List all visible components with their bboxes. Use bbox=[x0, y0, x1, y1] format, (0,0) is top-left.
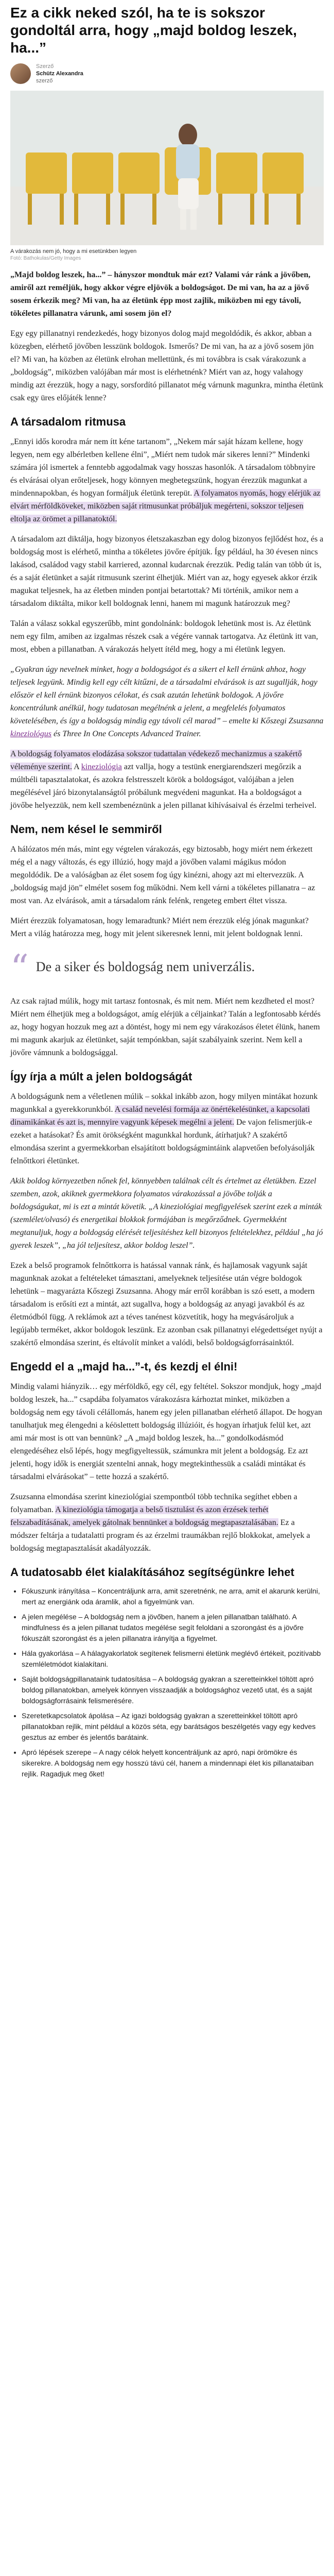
list-item: • Saját boldogságpillanataink tudatosítása – A boldogság gyakran a szeretteinkkel töltött apró boldog pillanatokban, amelyek könnyen visszaadják a boldogsághoz vezető utat, és a saját boldogságforrásaink felismerésére. bbox=[22, 1674, 324, 1706]
quote-mark-icon: “ bbox=[10, 947, 29, 989]
tips-list bbox=[10, 1586, 324, 1780]
list-item: • A jelen megélése – A boldogság nem a jövőben, hanem a jelen pillanatban található. A mindfulness és a jelen pillanat tudatos megélése segít feloldani a szorongást és a jövőre fókuszált szorongást és a jelen pillanatra irányítja a figyelmet. bbox=[22, 1612, 324, 1644]
section4-paragraph-1: Mindig valami hiányzik… egy mérföldkő, egy cél, egy feltétel. Sokszor mondjuk, hogy „majd boldog leszek, ha...” csapdába folyamatos várakozásra kárhoztat minket, miközben a boldogság nem egy távoli célállomás, hanem egy jelen pillanatban elérhető állapot. De hogyan tanulhatjuk meg élengedni a kéöslettett boldogság illúzióit, és hogyan írhatjuk felül ket, azt ami már most is ott van bennünk? „A „majd boldog leszek, ha...” gondolkodásmód elengedéséhez első lépés, hogy megfigyeltessük, számunkra mit jelent a boldogság. Ez azt jelenti, hogy idők is energiát szentelni annak, hogy megtekinthessük a családi mintákat és társadalmi elvárásokat” – tette hozzá a szakértő. bbox=[10, 1382, 323, 1481]
paragraph-text: Ez a módszer feltárja a tudatalatti program és az érzelmi traumákban rejlő blokkokat, amelyek a boldogság megtapasztalását akadályozzák. bbox=[10, 1518, 310, 1553]
author-block bbox=[10, 63, 324, 84]
author-role: szerző bbox=[36, 78, 53, 84]
paragraph-text: Zsuzsanna elmondása szerint kineziológiai szempontból több technika segíthet ebben a folyamatban. bbox=[10, 1493, 297, 1514]
section1-expert-quote bbox=[10, 663, 324, 740]
list-item: • Hála gyakorlása – A hálagyakorlatok segítenek felismerni életünk meglévő értékeit, pozitívabb szemléletmódot kialakítani. bbox=[22, 1648, 324, 1670]
section2-paragraph-1: A hálózatos mén más, mint egy végtelen várakozás, egy biztosabb, hogy miért nem érkezett még el a nagy változás, és egy illúzió, hogy majd a jövőben valami mágikus módon megoldódik. De a valóságban az élet sosem fog úgy kinézni, ahogy azt mi eltervezzük. A „boldogság majd jön” elmélet sosem fog működni. Nem kell várni a tökéletes pillanatra – az most van. Az elvárások, amit a társadalom ránk felénk, rengeteg embert éltet vissza. bbox=[10, 845, 315, 905]
article-title: Ez a cikk neked szól, ha te is sokszor gondoltál arra, hogy „majd boldog leszek, ha...” bbox=[10, 5, 297, 56]
intro-paragraph-2: Egy egy pillanatnyi rendezkedés, hogy bizonyos dolog majd megoldódik, és akkor, abban a közegben, elérhető jövőben lesszünk boldogok. Ismerős? De mi van, ha az a jövő sosem jön el? Mi van, ha közben az életünk elrohan mellettünk, és mi továbbra is csak várakozunk a „boldogság”, miközben valójában már most is elérhetnénk? Miért van az, hogy valahogy mindig azt érezzük, hogy a nagy, sorsfordító pillanatot még várnunk magunkra, mintha életünk csak egy üres előjáték lenne? bbox=[10, 329, 324, 402]
section-heading: A társadalom ritmusa bbox=[10, 415, 126, 428]
section-heading: A tudatosabb élet kialakításához segítségünkre lehet bbox=[10, 1566, 294, 1579]
highlighted-text: A család nevelési formája az önértékelésünket, a kapcsolati dinamikánkat és azt is, mennyire vagyunk képesek megélni a jelent. bbox=[10, 1105, 310, 1127]
hero-image bbox=[10, 91, 324, 245]
section1-paragraph-3: Talán a válasz sokkal egyszerűbb, mint gondolnánk: boldogok lehetünk most is. Az életünk nem egy film, amiben az izgalmas részek csak a végére vannak tartogatva. Az életünk itt van, most, ebben a pillanatban. A várakozás helyett ítéld meg, hogy a mi életünk legyen. bbox=[10, 619, 318, 654]
section3-paragraph-2: Akik boldog környezetben nőnek fel, könnyebben találnak célt és értelmet az életükben. Ezzel szemben, azok, akiknek gyermekkora folyamatos várakozással a jövőbe tolják a boldogságukat, mi is ezt a mintát követik. „A kineziológiai megfigyelések szerint ezek a minták (szemlélet/olvasó) és energetikai blokkok formájában is megőrződnek. Gyermekként megtanuljuk, hogy a boldogság elérését teljesítéshez kell bizonyos feltételekhez, például „ha jó gyerek leszek”, „ha jól teljesítesz, akkor boldog leszel”. bbox=[10, 1177, 323, 1250]
section1-paragraph-2: A társadalom azt diktálja, hogy bizonyos életszakaszban egy dolog bizonyos fejlődést hoz, és a boldogság most is elérhető, mintha a tökéletes jövőre építjük. Így például, ha 30 évesen nincs lakásod, családod vagy stabil karriered, azonnal kudarcnak érezzük. Pedig talán van több út is, és a saját életünket a saját ritmusunk szerint élhetjük. Miért van az, hogy egyesek akkor érzik magukat teljesnek, ha az életben minden pontjai betartottak? Mi történik, amikor nem a társadalom diktálta, mikor kell boldognak lenni, hanem mi magunk határozzuk meg? bbox=[10, 535, 324, 608]
section4-paragraph-2 bbox=[10, 1490, 324, 1555]
hero-caption: A várakozás nem jó, hogy a mi esetünkben legyen bbox=[10, 248, 137, 255]
pull-quote bbox=[10, 947, 324, 989]
intro-paragraph-1: „Majd boldog leszek, ha...” – hányszor mondtuk már ezt? Valami vár ránk a jövőben, amiről azt reméljük, hogy akkor végre eljövök a boldogságot. De mi van, ha az a jövő sosem érkezik meg? Mi van, ha az életünk épp most zajlik, miközben mi egy távoli, tökéletes pillanatra várunk, ami sosem jön el? bbox=[10, 270, 311, 318]
list-item: • Fókuszunk irányítása – Koncentráljunk arra, amit szeretnénk, ne arra, amit el akarunk kerülni, mert az energiánk oda áramlik, ahol a figyelmünk van. bbox=[22, 1586, 324, 1607]
author-name[interactable]: Schütz Alexandra bbox=[36, 71, 83, 77]
section2b-paragraph-1: Az csak rajtad múlik, hogy mit tartasz fontosnak, és mit nem. Miért nem kezdheted el most? Miért nem élhetjük meg a boldogságot, amíg elérjük a céljainkat? Talán a legfontosabb kérdés az, hogy hogyan hozzuk meg azt a döntést, hogy mi nem egy várakozásos életet élünk, hanem mi magunk akarjuk az életünket, saját tempónkban, saját szabályaink szerint. Nem kell a jövőre vámnunk a boldogsággal. bbox=[10, 997, 321, 1057]
paragraph-text: A bbox=[72, 762, 81, 771]
highlighted-text: A kineziológia támogatja a belső tisztulást és azon érzések terhét felszabadításának, amelyek gátolnak bennünket a boldogság megtapasztalásában. bbox=[10, 1505, 278, 1527]
author-by-label: Szerző bbox=[36, 63, 54, 70]
highlighted-text: A boldogság folyamatos elodázása sokszor tudattalan védekező mechanizmus a szakértő véleménye szerint. bbox=[10, 750, 302, 771]
paragraph-text: De vajon felismerjük-e ezeket a hatásokat? És amit örökségként magunkkal hordunk, átírhatjuk? A szakértő elmondása szerint a gyermekkorban elsajátított boldogságmintáink alapvetően befolyásolják felnőttkori életünket. bbox=[10, 1118, 315, 1165]
paragraph-text: azt vallja, hogy a testünk energiarendszeri megőrzik a múltbéli tapasztalatokat, és azokra felstresszelt körök a boldogságot, valójában a jelen megélésével járó bizonytalanságtól próbálunk megvédeni magunkat. Ha a boldogságot a jövőbe helyezzük, nem kell szembenéznünk a jelen pillanat kihívásaival és érzelmi terheivel. bbox=[10, 762, 317, 810]
list-item: • Szeretetkapcsolatok ápolása – Az igazi boldogság gyakran a szeretteinkkel töltött apró pillanatokban rejlik, mint például a közös séta, egy barátságos beszélgetés vagy egy kedves gesztus az ember és jelentős barátaink. bbox=[22, 1710, 324, 1743]
section1-paragraph-5 bbox=[10, 748, 324, 812]
list-item: • Apró lépések szerepe – A nagy célok helyett koncentráljunk az apró, napi örömökre és sikerekre. A boldogság nem egy hosszú távú cél, hanem a mindennapi élet kis pillanataiban rejlik. Ragadjuk meg őket! bbox=[22, 1747, 324, 1780]
pull-quote-text: De a siker és boldogság nem univerzális. bbox=[36, 959, 255, 974]
section3-paragraph-3: Ezek a belső programok felnőttkorra is hatással vannak ránk, és hajlamosak vagyunk saját magunknak azokat a feltételeket támasztani, amelyeknek teljesítése után végre boldogok lehetünk – magyarázta Kőszegi Zsuzsanna. Ahogy már erről korábban is szó esett, a modern társadalom is erősíti ezt a mintát, azt sugallva, hogy a boldogság az anyagi javakból és az életmódból függ. A reklámok azt a téves tanénest közvetítik, hogy ha megvásároljuk a legújabb terméket, akkor boldogok leszünk. Ez azonban csak pillanatnyi elégedettséget nyújt a szakértő elmondása szerint, és eltávolít minket a valódi, belső boldogságforrásainktól. bbox=[10, 1261, 323, 1347]
paragraph-text: A boldogságunk nem a véletlenen múlik – sokkal inkább azon, hogy milyen mintákat hozunk magunkkal a gyerekkorunkból. bbox=[10, 1092, 318, 1114]
section-heading: Nem, nem késel le semmiről bbox=[10, 823, 162, 836]
section1-paragraph-1 bbox=[10, 435, 324, 526]
section3-paragraph-1 bbox=[10, 1090, 324, 1167]
kineziologia-link[interactable]: kineziológia bbox=[81, 762, 122, 771]
section-heading: Így írja a múlt a jelen boldogságát bbox=[10, 1070, 192, 1083]
paragraph-text: „Gyakran úgy nevelnek minket, hogy a boldogságot és a sikert el kell érnünk ahhoz, hogy teljesek legyünk. Mindig kell egy célt kitűzni, de a társadalmi elvárások is azt sugallják, hogy először el kell érnünk bizonyos célokat, és csak azután lehetünk boldogok. A jövőre koncentrálunk anélkül, hogy tudatosan megélnénk a jelent, a megfelelés folyamatos követelésében, és így a boldogság mindig egy távoli cél marad” – emelte ki Kőszegi Zsuzsanna bbox=[10, 665, 324, 725]
paragraph-text: és Three In One Concepts Advanced Trainer. bbox=[51, 730, 201, 738]
kineziologus-link[interactable]: kineziológus bbox=[10, 730, 51, 738]
section2-paragraph-2: Miért érezzük folyamatosan, hogy lemaradtunk? Miért nem érezzük elég jónak magunkat? Mert a világ határozza meg, hogy mit jelent sikeresnek lenni, mit jelent boldognak lenni. bbox=[10, 917, 309, 938]
waiting-room-illustration bbox=[10, 91, 324, 245]
highlighted-text: A folyamatos nyomás, hogy elérjük az elvárt mérföldköveket, miközben saját ritmusunkat próbáljuk megérteni, sokszor teljesen eltolja az örömet a pillanatoktól. bbox=[10, 489, 321, 523]
author-info bbox=[36, 63, 83, 84]
paragraph-text: „Ennyi idős korodra már nem ítt kéne tartanom”, „Nekem már saját házam kellene, hogy legyen, nem egy albérletben kellene élni”, „Miért nem tudok már sikeres lenni?” Mindenki számára jól ismertek a fenntebb aggodalmak vagy hosszas hasonlók. A társadalom többnyire és elvárásai olyan erőteljesek, hogy könnyen megbetegszünk, hogyan érezzük magunkat a mindennapokban, és hogyan formáljuk életünk terepüt. bbox=[10, 437, 315, 498]
section-heading: Engedd el a „majd ha...”-t, és kezdj el élni! bbox=[10, 1360, 238, 1373]
avatar[interactable] bbox=[10, 63, 31, 84]
hero-credit: Fotó: Bathokulas/Getty Images bbox=[10, 256, 81, 261]
